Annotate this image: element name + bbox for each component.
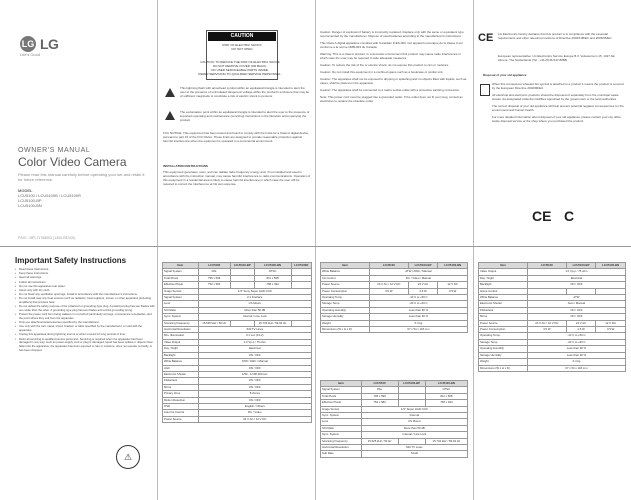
spec-header-cell: LCU5100-BP <box>230 263 254 269</box>
warning-line: DO NOT REMOVE COVER (OR BACK). <box>212 64 268 68</box>
spec-label-cell: Horizontal Resolution <box>163 327 199 333</box>
note-paragraph: Warning: This is a class A product. In a domestic environment this product may cause radio interference in which case the user may be required to take adequate measures. <box>320 52 461 60</box>
ce-mark-icon: CE <box>478 32 494 44</box>
spec-row <box>321 327 468 333</box>
spec-value-cell: NTSC <box>254 269 291 275</box>
spec-label-cell: Storage Temp. <box>321 301 370 307</box>
spec-value-cell: ON / OFF <box>198 384 311 390</box>
spec-value-cell: 4.5 W <box>566 327 595 333</box>
safety-item: • Do not block any ventilation openings. Install in accordance with the manufacturer's instructions. <box>15 293 155 297</box>
spec-label-cell: Power Consumption <box>479 327 528 333</box>
spec-value-cell: -20 C to +60 C <box>527 339 625 345</box>
spec-label-cell: S/N Ratio <box>163 307 199 313</box>
spec-value-cell: 24 V AC <box>408 282 437 288</box>
spec-label-cell: Total Pixels <box>321 393 362 399</box>
safety-item: • Refer all servicing to qualified service personnel. Servicing is required when the apparatus has been damaged in any way, such as power-supply cord or plug is damaged, liquid has been spilled or objects have fallen into the apparatus, the apparatus has been exposed to rain or moisture, does not operate normally, or has been dropped. <box>15 338 155 353</box>
spec-value-cell: 4.5 W <box>408 288 437 294</box>
spec-header-cell: LCU5100-BP <box>408 263 437 269</box>
spec-value-cell: 24 V AC <box>566 320 595 326</box>
spec-header-cell: Item <box>321 263 370 269</box>
cart-warning-icon: ⚠ <box>116 445 140 469</box>
spec-label-cell: Sync. System <box>321 432 362 438</box>
spec-value-cell: 540 TV Lines <box>198 327 311 333</box>
spec-value-cell: 1/50 - 1/100,000 sec <box>198 371 311 377</box>
lg-logo <box>20 36 58 52</box>
spec-value-cell: ON / OFF <box>527 282 625 288</box>
caution-line: RISK OF ELECTRIC SHOCK <box>222 43 262 47</box>
spec-label-cell: Motion Detection <box>163 397 199 403</box>
crossed-bin-icon <box>480 84 490 96</box>
spec-row <box>479 365 626 371</box>
spec-header-row <box>321 263 468 269</box>
spec-header-cell: LCU5100-BN <box>254 263 291 269</box>
spec-value-cell: Internal / Line Lock <box>361 432 467 438</box>
spec-value-cell: 24 V AC / 12 V DC <box>527 320 566 326</box>
fold-line <box>157 0 158 500</box>
spec-header-cell: Item <box>163 263 199 269</box>
spec-header-row <box>479 263 626 269</box>
spec-value-cell: 15.625 kHz / 50 Hz <box>198 320 230 326</box>
spec-label-cell: Power Source <box>321 282 370 288</box>
c-tick-mark-icon: C <box>564 208 575 224</box>
spec-label-cell: Signal System <box>163 295 199 301</box>
spec-label-cell: Dimensions (W x H x D) <box>321 327 370 333</box>
safety-item: • Protect the power cord from being walked on or pinched particularly at plugs, convenience receptacles, and the point where they exit from the apparatus. <box>15 313 155 321</box>
spec-value-cell: Less than 90 % <box>527 352 625 358</box>
disposal-item: The correct disposal of your old appliance will help prevent potential negative consequences for the environment and human health. <box>492 104 624 112</box>
spec-value-cell: DC / Video <box>198 410 311 416</box>
spec-value-cell: 811 x 508 <box>254 275 291 281</box>
safety-item: • Heed all warnings. <box>15 276 155 280</box>
spec-value-cell: Less than 90 % <box>369 307 467 313</box>
spec-label-cell: Operating Temp. <box>321 295 370 301</box>
spec-label-cell: Backlight <box>163 352 199 358</box>
spec-value-cell: ON / OFF <box>198 378 311 384</box>
spec-label-cell: Sub Rate <box>321 451 362 457</box>
spec-label-cell: Electronic Shutter <box>163 371 199 377</box>
fold-line-horizontal <box>0 246 631 247</box>
spec-value-cell: 768 x 494 <box>425 400 467 406</box>
spec-header-cell: LCU5100-BN <box>438 263 468 269</box>
spec-value-cell: ATW / AWC / Manual <box>369 269 467 275</box>
spec-value-cell: -20 C to +60 C <box>369 301 467 307</box>
spec-label-cell: Flickerless <box>163 378 199 384</box>
spec-label-cell: Dimensions (W x H x D) <box>479 365 528 371</box>
spec-header-cell: LCU5100-BP <box>566 263 595 269</box>
spec-value-cell: 0.4 kg <box>369 320 467 326</box>
spec-value-cell: 15.734 kHz / 59.94 Hz <box>425 438 467 444</box>
spec-label-cell: White Balance <box>321 269 370 275</box>
safety-title: Important Safety Instructions <box>15 256 127 265</box>
spec-value-cell: ON / OFF <box>198 352 311 358</box>
exclamation-triangle-icon <box>165 111 175 120</box>
notes-column <box>320 30 468 106</box>
spec-label-cell: Lens <box>163 301 199 307</box>
safety-item: • Clean only with dry cloth. <box>15 289 155 293</box>
spec-label-cell: Signal System <box>321 387 362 393</box>
spec-label-cell: Power Source <box>479 320 528 326</box>
spec-label-cell: Weight <box>321 320 370 326</box>
spec-value-cell: 3.5 W <box>438 288 468 294</box>
spec-value-cell: CS Mount <box>361 419 467 425</box>
spec-value-cell: 811 x 508 <box>425 393 467 399</box>
spec-value-cell: 540 TV Lines <box>361 445 467 451</box>
spec-value-cell: 1.0 Vp-p / 75 ohm <box>527 269 625 275</box>
spec-value-cell: Electrical <box>527 275 625 281</box>
spec-table-2-top <box>320 262 468 333</box>
spec-value-cell: 12 V DC <box>438 282 468 288</box>
installation-heading: INSTALLATION INSTRUCTIONS <box>163 164 208 168</box>
spec-value-cell: -10 C to +50 C <box>527 333 625 339</box>
spec-label-cell: Electronic Shutter <box>479 301 528 307</box>
spec-label-cell: Image Sensor <box>163 288 199 294</box>
spec-label-cell: Storage Humidity <box>479 352 528 358</box>
spec-label-cell: Video Output <box>163 339 199 345</box>
spec-label-cell: Scanning Frequency <box>163 320 199 326</box>
warning-line: REFER SERVICING TO QUALIFIED SERVICE PERSONNEL. <box>198 72 282 76</box>
spec-label-cell: Storage Humidity <box>321 314 370 320</box>
spec-label-cell: Effective Pixels <box>321 400 362 406</box>
spec-label-cell: Mirror <box>479 314 528 320</box>
spec-value-cell: 24 V AC / 12 V DC <box>369 282 408 288</box>
eu-representative: European representative: LG Electronics Service Europe B.V. Veluwezoom 15, 1327 AE Almere, The Netherlands (Tel : +31-(0)36-547-8888) <box>498 54 615 62</box>
spec-label-cell: Auto Iris Control <box>163 410 199 416</box>
spec-header-cell: Item <box>321 381 362 387</box>
spec-label-cell: Power Source <box>163 416 199 422</box>
note-paragraph: This Class A digital apparatus complies with Canadian ICES-003. Cet appareil numerique de la classe A est conforme a la norme NMB-003 du Canada. <box>320 41 463 49</box>
spec-value-cell: ON / OFF <box>198 397 311 403</box>
safety-item: • Unplug this apparatus during lightning storms or when unused for long periods of time. <box>15 333 155 337</box>
spec-value-cell: 0.4 kg <box>527 359 625 365</box>
spec-header-cell: Item <box>479 263 528 269</box>
spec-value-cell: Auto / Manual <box>527 301 625 307</box>
safety-item: • Follow all instructions. <box>15 281 155 285</box>
spec-value-cell: ATW <box>527 295 625 301</box>
spec-label-cell: Sync. System <box>321 413 362 419</box>
model-item: LCU5100-BP <box>18 198 42 203</box>
safety-item: • Only use attachments/accessories specified by the manufacturer. <box>15 321 155 325</box>
ce-mark-large-icon: CE <box>532 208 552 224</box>
disposal-item: All electrical and electronic products should be disposed of separately from the municipal waste stream via designated collection facilities appointed by the government or the local authorities. <box>492 93 619 101</box>
spec-label-cell: Operating Temp. <box>479 333 528 339</box>
note-paragraph: Caution: The apparatus shall be connected to a mains socket outlet with a protective earthing connection. <box>320 88 460 92</box>
spec-header-cell: LCU5100 <box>198 263 230 269</box>
spec-value-cell: NTSC <box>425 387 467 393</box>
spec-value-cell: Small <box>361 451 467 457</box>
spec-value-cell: 3.5 W <box>596 327 626 333</box>
spec-label-cell: Storage Temp. <box>479 339 528 345</box>
spec-label-cell: Day / Night <box>479 275 528 281</box>
model-item: LCU5100-BN <box>18 203 42 208</box>
spec-label-cell: Privacy Zone <box>163 391 199 397</box>
spec-label-cell: OSD <box>163 403 199 409</box>
spec-label-cell: AGC <box>163 365 199 371</box>
spec-value-cell: 67 x 54 x 118 mm <box>369 327 467 333</box>
spec-label-cell: White Balance <box>479 295 528 301</box>
ce-declaration: LG Electronics hereby declares that this product is in compliance with the essential requirements and other relevant provisions of Directive 2004/108/EC and 2006/95/EC. <box>498 32 613 40</box>
spec-value-cell: 795 x 596 <box>361 393 398 399</box>
spec-label-cell: Image Sensor <box>321 406 362 412</box>
spec-label-cell: Effective Pixels <box>163 282 199 288</box>
spec-label-cell: Total Pixels <box>163 275 199 281</box>
spec-value-cell: 8 Zones <box>198 391 311 397</box>
note-paragraph: Caution: The apparatus shall not be exposed to dripping or splashing and no objects filled with liquids, such as vases, shall be placed on the apparatus. <box>320 77 467 85</box>
spec-label-cell: Scanning Frequency <box>321 438 362 444</box>
spec-label-cell: Power Consumption <box>321 288 370 294</box>
disposal-item: For more detailed information about disposal of your old appliance, please contact your city office, waste disposal service or the shop where you purchased the product. <box>492 115 622 123</box>
spec-value-cell: 752 x 582 <box>361 400 398 406</box>
spec-header-cell: LCU5100 <box>527 263 566 269</box>
spec-value-cell: DC / Video / Manual <box>369 275 467 281</box>
spec-value-cell: Less than 90 % <box>527 346 625 352</box>
owners-manual-label: OWNER'S MANUAL <box>18 147 91 154</box>
spec-label-cell: Backlight <box>479 282 528 288</box>
safety-item: • Use only with the cart, stand, tripod, bracket, or table specified by the manufacturer, or sold with the apparatus. <box>15 325 155 333</box>
note-paragraph: Caution: Danger of explosion if battery is incorrectly replaced. Replace only with the same or equivalent type recommended by the manufacturer. Dispose of used batteries according to the manufacturer's instructions. <box>320 30 464 38</box>
cover-description: Please read this manual carefully before operating your set and retain it for future reference. <box>18 172 145 182</box>
spec-label-cell: Iris Control <box>321 275 370 281</box>
spec-value-cell: Internal / Line Lock <box>198 314 311 320</box>
spec-header-cell: LCU5100 <box>369 263 408 269</box>
spec-value-cell: Less than 90 % <box>369 314 467 320</box>
spec-value-cell: Internal <box>361 413 467 419</box>
disposal-list <box>492 82 624 126</box>
spec-label-cell: Day / Night <box>163 346 199 352</box>
spec-value-cell: PAL <box>198 269 230 275</box>
spec-value-cell: 0.1 Lux (F1.2) <box>198 333 311 339</box>
spec-header-cell: LCU5100-BN <box>425 381 467 387</box>
spec-value-cell: English / Others <box>198 403 311 409</box>
spec-value-cell: 15.625 kHz / 50 Hz <box>361 438 398 444</box>
caution-warnings <box>166 60 314 76</box>
spec-table-1 <box>162 262 312 423</box>
part-number: P/NO : MFL71768003 (1305-REV00) <box>18 236 76 240</box>
warning-line: CAUTION: TO REDUCE THE RISK OF ELECTRIC SHOCK <box>200 60 280 64</box>
spec-label-cell: Signal System <box>163 269 199 275</box>
spec-label-cell: S/N Ratio <box>321 425 362 431</box>
spec-label-cell: Mirror <box>163 384 199 390</box>
spec-row <box>163 416 312 422</box>
lg-tagline: Life's Good <box>20 52 41 57</box>
spec-value-cell: 12 V DC <box>596 320 626 326</box>
spec-value-cell: 67 x 54 x 118 mm <box>527 365 625 371</box>
safety-item: • Do not use this apparatus near water. <box>15 285 155 289</box>
spec-value-cell: 1.0 Vp-p / 75 ohm <box>198 339 311 345</box>
fcc-notice: FCC NOTICE: This equipment has been tested and found to comply with the limits for a Class A digital device, pursuant to part 15 of the FCC Rules. These limits are designed to provide reasonable protection against harmful interference when the equipment is operated in a commercial environment. <box>163 131 310 143</box>
spec-value-cell: ON / OFF <box>198 365 311 371</box>
spec-header-cell: LCU5100R <box>291 263 311 269</box>
safety-item: • Keep these instructions. <box>15 272 155 276</box>
spec-value-cell: Electrical <box>198 346 311 352</box>
spec-label-cell: Video Output <box>479 269 528 275</box>
spec-table-2-bottom <box>320 380 468 458</box>
lightning-symbol-text: This lightning flash with arrowhead symbol within an equilateral triangle is intended to alert the user to the presence of uninsulated dangerous voltage within the product's enclosure that may be of sufficient magnitude to constitute a risk of electric shock to persons. <box>180 86 310 98</box>
lg-logo-icon: LG <box>20 36 36 52</box>
caution-line: DO NOT OPEN <box>231 47 253 51</box>
spec-value-cell: 1/3" Super HAD CCD <box>361 406 467 412</box>
spec-value-cell: ATW / AWC / Manual <box>198 359 311 365</box>
spec-table-3 <box>478 262 626 372</box>
spec-value-cell: ON / OFF <box>527 314 625 320</box>
disposal-heading: Disposal of your old appliance <box>483 73 527 77</box>
spec-label-cell: Operating Humidity <box>321 307 370 313</box>
lg-logo-text: LG <box>40 36 59 52</box>
spec-label-cell: Min. Illumination <box>163 333 199 339</box>
note-paragraph: Caution: Do not install this equipment in a confined space such as a bookcase or similar unit. <box>320 70 444 74</box>
spec-value-cell: PAL <box>361 387 398 393</box>
model-list <box>18 193 81 208</box>
spec-value-cell: ON / OFF <box>527 307 625 313</box>
note-paragraph: Note: This power cord must be plugged into a grounded outlet. If the outlet does not fit your plug, consult an electrician to replace the obsolete outlet. <box>320 95 463 103</box>
spec-label-cell: Lens <box>321 419 362 425</box>
safety-item: • Do not defeat the safety purpose of the polarized or grounding-type plug. A polarized plug has two blades with one wider than the other. A grounding type plug has two blades and a third grounding prong. <box>15 305 155 313</box>
spec-header-cell: LCU5100-BN <box>596 263 626 269</box>
installation-text: This equipment generates, uses, and can radiate radio frequency energy and, if not installed and used in accordance with the instruction manual, may cause harmful interference to radio communications. Operation of this equipment in a residential area is likely to cause harmful interference in which case the user will be required to correct the interference at his own expense. <box>163 170 311 186</box>
fold-line <box>315 0 316 500</box>
spec-label-cell: Home Control <box>479 288 528 294</box>
spec-label-cell: Weight <box>479 359 528 365</box>
safety-list <box>15 268 155 353</box>
fold-line <box>473 0 474 500</box>
spec-value-cell: 752 x 582 <box>198 282 230 288</box>
caution-heading: CAUTION <box>208 32 276 41</box>
model-label: MODEL <box>18 188 33 193</box>
spec-value-cell: 2:1 Interlace <box>198 295 311 301</box>
spec-row <box>321 451 468 457</box>
exclamation-symbol-text: The exclamation point within an equilateral triangle is intended to alert the user to the presence of important operating and maintenance (servicing) instructions in the literature accompanying the product. <box>180 110 310 122</box>
spec-value-cell: 24 V AC / 12 V DC <box>198 416 311 422</box>
warning-line: NO USER SERVICEABLE PARTS INSIDE. <box>211 68 269 72</box>
spec-value-cell: More than 50 dB <box>361 425 467 431</box>
note-paragraph: Caution: To reduce the risk of fire or electric shock, do not expose this product to rain or moisture. <box>320 63 450 67</box>
disposal-item: When this crossed-out wheeled bin symbol is attached to a product it means the product is covered by the European Directive 2002/96/EC. <box>492 82 624 90</box>
model-item: LCU5100 / LCU5100B / LCU5100R <box>18 193 81 198</box>
spec-value-cell: -10 C to +50 C <box>369 295 467 301</box>
spec-header-cell: LCU5100-BP <box>398 381 425 387</box>
safety-item: • Read these instructions. <box>15 268 155 272</box>
spec-label-cell: Sync. System <box>163 314 199 320</box>
spec-label-cell: White Balance <box>163 359 199 365</box>
spec-value-cell: More than 50 dB <box>198 307 311 313</box>
spec-header-cell: LCU5100 <box>361 381 398 387</box>
spec-value-cell: 3.5 W <box>527 327 566 333</box>
caution-text <box>208 43 276 51</box>
safety-item: • Do not install near any heat sources such as radiators, heat registers, stoves, or other apparatus (including amplifiers) that produce heat. <box>15 297 155 305</box>
spec-label-cell: Horizontal Resolution <box>321 445 362 451</box>
spec-value-cell: 15.734 kHz / 59.94 Hz <box>254 320 291 326</box>
product-title: Color Video Camera <box>18 155 127 169</box>
spec-label-cell: Flickerless <box>479 307 528 313</box>
lightning-triangle-icon <box>165 88 175 97</box>
spec-label-cell: Operating Humidity <box>479 346 528 352</box>
spec-value-cell: CS Mount <box>198 301 311 307</box>
spec-value-cell: 1/3" Sony Super HAD CCD <box>198 288 311 294</box>
spec-value-cell: 3.5 W <box>369 288 408 294</box>
spec-value-cell: 795 x 596 <box>198 275 230 281</box>
spec-value-cell: 768 x 494 <box>254 282 291 288</box>
